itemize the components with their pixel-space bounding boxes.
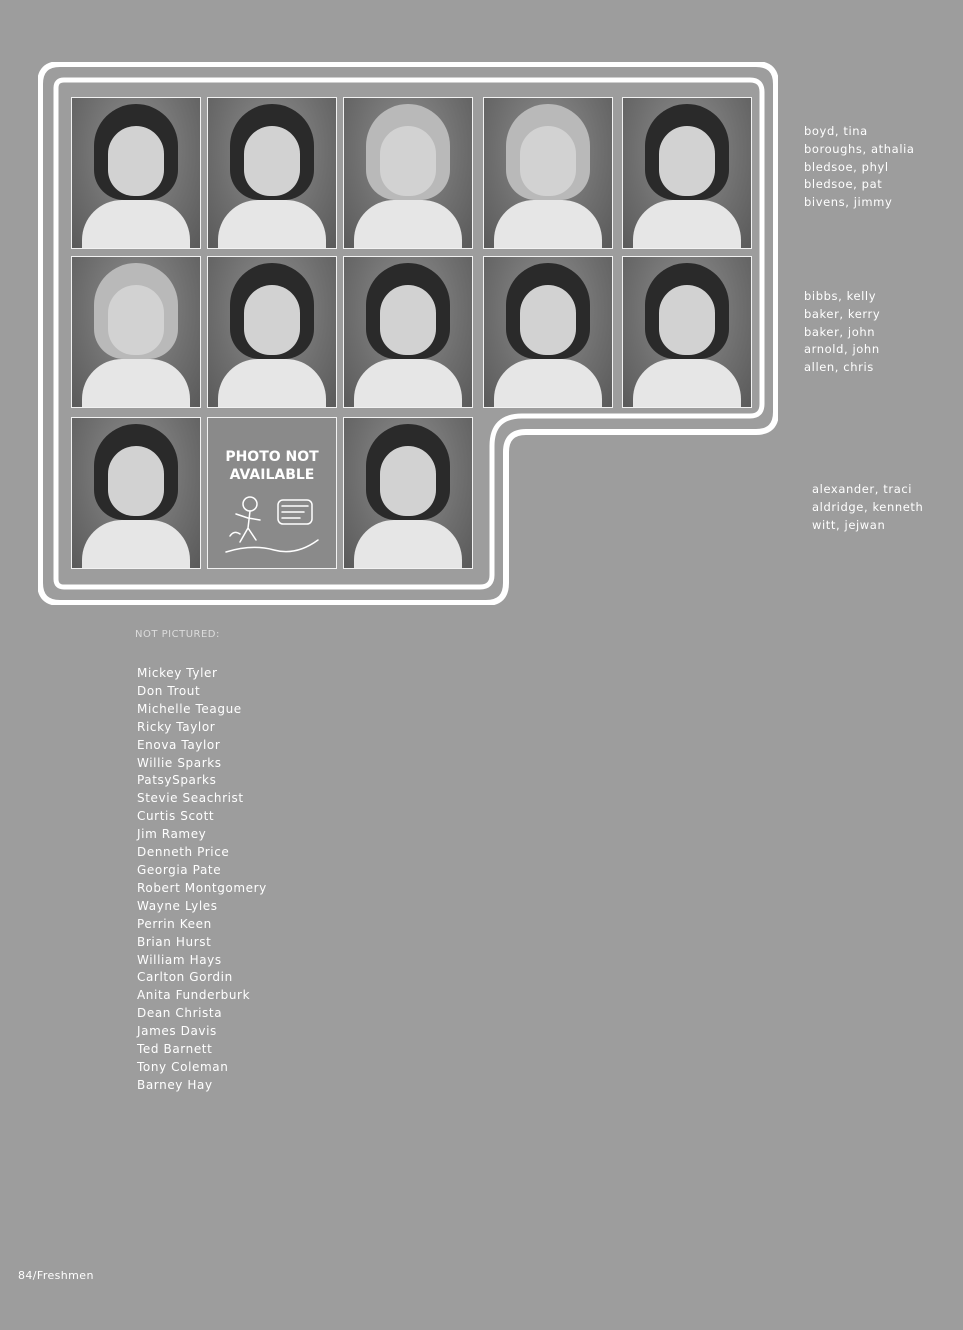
list-item: Mickey Tyler <box>137 666 218 680</box>
list-item: Carlton Gordin <box>137 970 233 985</box>
list-item: Wayne Lyles <box>137 898 218 913</box>
photo-not-available-placeholder <box>207 417 337 569</box>
list-item: Robert Montgomery <box>137 880 267 895</box>
name-caption: alexander, traci <box>812 482 913 496</box>
name-caption: baker, john <box>804 324 876 339</box>
row-3-names <box>812 481 923 534</box>
not-pictured-list <box>137 665 267 1095</box>
name-caption: boroughs, athalia <box>804 141 915 156</box>
name-caption: boyd, tina <box>804 124 868 138</box>
photo-not-available-label <box>208 448 336 484</box>
list-item: Ted Barnett <box>137 1042 213 1057</box>
student-photo <box>483 97 613 249</box>
list-item: Don Trout <box>137 683 201 698</box>
list-item: Brian Hurst <box>137 934 212 949</box>
list-item: William Hays <box>137 952 222 967</box>
list-item: Denneth Price <box>137 845 230 860</box>
list-item: Curtis Scott <box>137 809 215 824</box>
list-item: Georgia Pate <box>137 862 222 877</box>
name-caption: allen, chris <box>804 360 874 375</box>
list-item: Barney Hay <box>137 1077 213 1092</box>
name-caption: aldridge, kenneth <box>812 499 924 514</box>
student-photo <box>207 256 337 408</box>
name-caption: bledsoe, pat <box>804 177 883 192</box>
student-photo <box>343 256 473 408</box>
photo-not-available-line2: AVAILABLE <box>229 467 315 483</box>
list-item: Jim Ramey <box>137 827 207 842</box>
name-caption: witt, jejwan <box>812 517 886 532</box>
cartoon-sketch-icon <box>222 490 322 560</box>
photo-not-available-line1: PHOTO NOT <box>225 449 319 465</box>
list-item: Ricky Taylor <box>137 719 216 734</box>
name-caption: bivens, jimmy <box>804 195 893 210</box>
list-item: Tony Coleman <box>137 1059 229 1074</box>
list-item: Stevie Seachrist <box>137 791 244 806</box>
page-folio: 84/Freshmen <box>18 1269 94 1282</box>
student-photo <box>207 97 337 249</box>
list-item: Michelle Teague <box>137 701 242 716</box>
list-item: Willie Sparks <box>137 755 222 770</box>
list-item: Anita Funderburk <box>137 988 251 1003</box>
student-photo <box>343 417 473 569</box>
list-item: James Davis <box>137 1024 217 1039</box>
list-item: Perrin Keen <box>137 916 212 931</box>
name-caption: bibbs, kelly <box>804 289 877 303</box>
not-pictured-heading: NOT PICTURED: <box>135 629 220 640</box>
student-photo <box>622 97 752 249</box>
student-photo <box>343 97 473 249</box>
list-item: Dean Christa <box>137 1006 223 1021</box>
name-caption: bledsoe, phyl <box>804 159 889 174</box>
row-1-names <box>804 123 915 212</box>
student-photo <box>483 256 613 408</box>
list-item: PatsySparks <box>137 773 217 788</box>
name-caption: baker, kerry <box>804 306 881 321</box>
student-photo <box>622 256 752 408</box>
list-item: Enova Taylor <box>137 737 221 752</box>
student-photo <box>71 97 201 249</box>
row-2-names <box>804 288 880 377</box>
student-photo <box>71 417 201 569</box>
name-caption: arnold, john <box>804 342 880 357</box>
student-photo <box>71 256 201 408</box>
